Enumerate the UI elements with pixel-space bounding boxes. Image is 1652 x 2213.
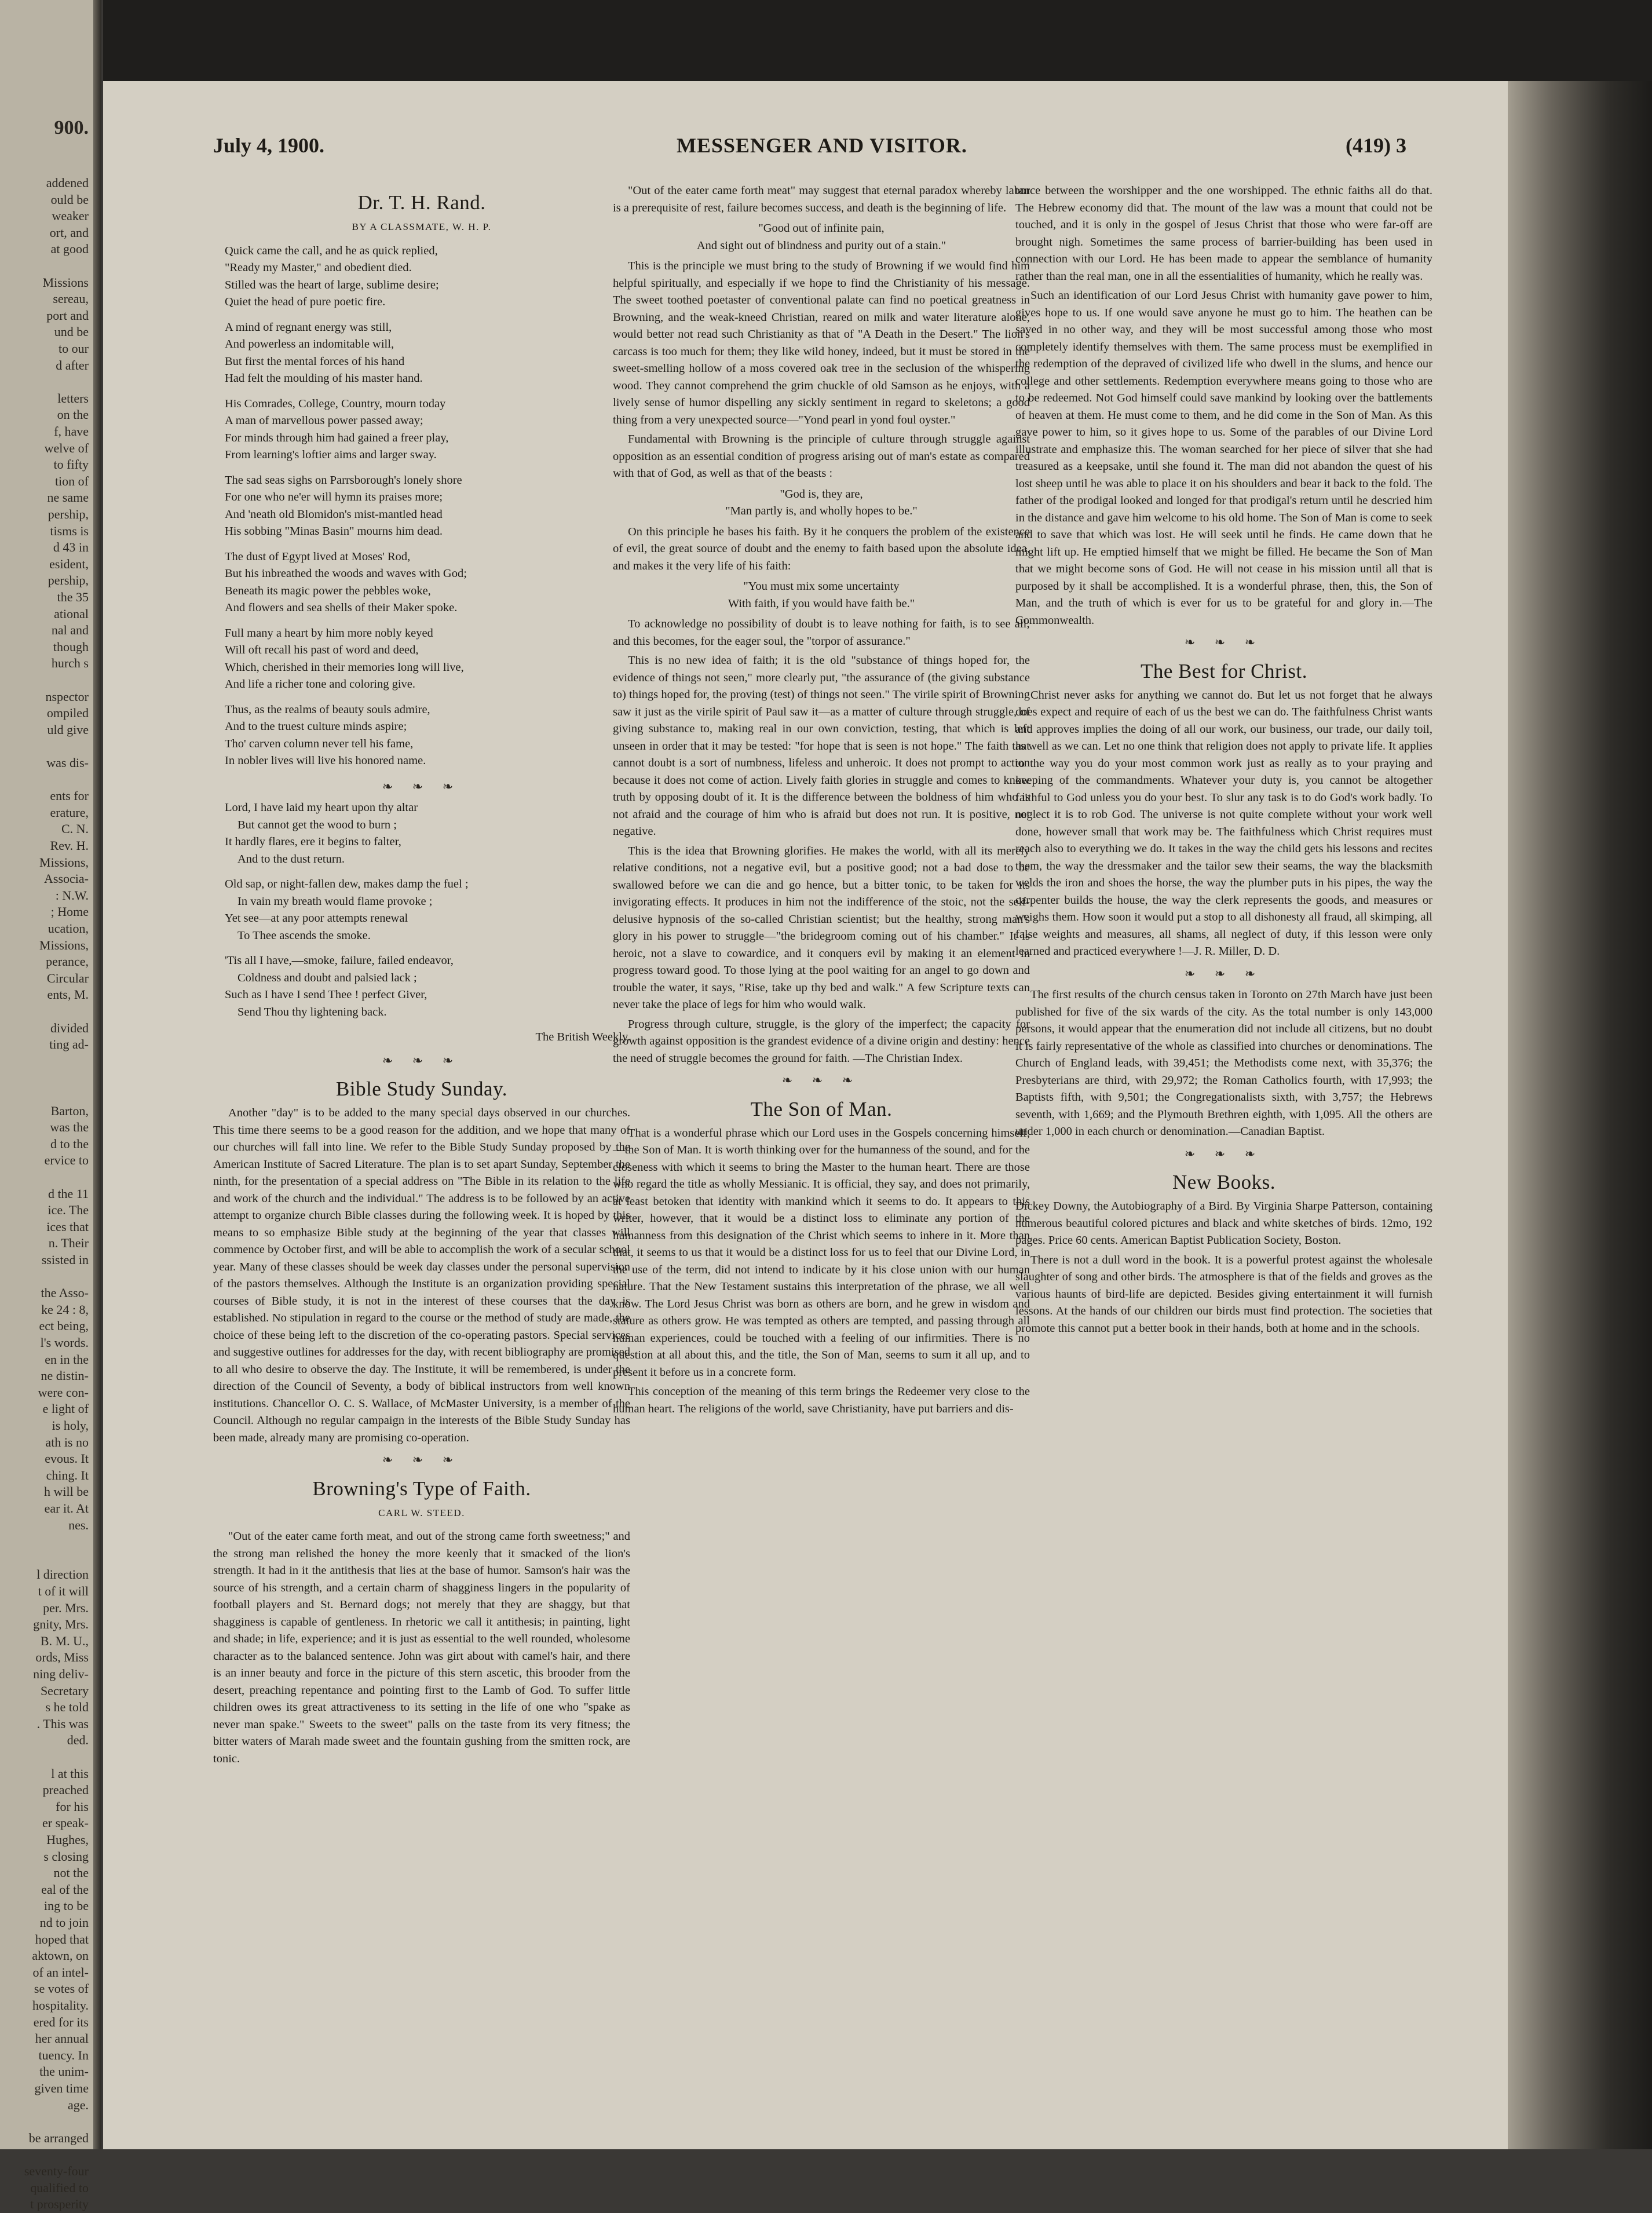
verse-line: And flowers and sea shells of their Maker spoke. <box>225 601 458 614</box>
verse-line: And 'neath old Blomidon's mist-mantled head <box>225 507 443 521</box>
article-title-best-for-christ: The Best for Christ. <box>1140 659 1308 682</box>
adjacent-page-line: ents, M. <box>47 987 89 1002</box>
adjacent-page-line: preached <box>42 1783 89 1798</box>
newspaper-page <box>103 81 1508 2149</box>
stanza <box>225 396 630 464</box>
adjacent-page-line: ervice to <box>44 1153 89 1168</box>
adjacent-page-line: qualified to <box>30 2180 89 2195</box>
adjacent-page-masthead: 900. <box>54 117 89 138</box>
adjacent-page-line: hospitality. <box>32 1998 89 2013</box>
column-3 <box>1015 182 1432 2141</box>
verse-line: Which, cherished in their memories long will live, <box>225 660 464 674</box>
verse-line: Old sap, or night-fallen dew, makes damp the fuel ; <box>225 878 469 890</box>
adjacent-page-line: C. N. <box>61 821 89 837</box>
adjacent-page-line: evous. It <box>45 1451 89 1466</box>
verse-line: Send Thou thy lightening back. <box>237 1005 387 1018</box>
verse-line: Had felt the moulding of his master hand. <box>225 372 423 385</box>
verse-line: From learning's loftier aims and larger sway. <box>225 448 437 461</box>
verse-line: "Good out of infinite pain, <box>758 222 885 235</box>
column-2 <box>613 182 1030 2141</box>
adjacent-page-line: ect being, <box>39 1319 89 1334</box>
adjacent-page-line: was dis- <box>46 755 89 770</box>
article-title-bible-study: Bible Study Sunday. <box>336 1078 507 1100</box>
masthead <box>103 133 1508 174</box>
adjacent-page-line: pership, <box>47 573 89 588</box>
adjacent-page-line: d after <box>56 357 89 373</box>
byline-browning: CARL W. STEED. <box>378 1507 465 1518</box>
book-listing: Dickey Downy, the Autobiography of a Bird. By Virginia Sharpe Patterson, containing numerous beautiful colored pictures and black and white sketches of birds. 12mo, 192 pages. Price 60 cents. American Baptist Publication Society, Boston. <box>1015 1200 1432 1247</box>
adjacent-page-line: Secretary <box>40 1683 89 1698</box>
verse-line: For one who ne'er will hymn its praises more; <box>225 491 443 503</box>
verse-line: "God is, they are, <box>780 487 863 501</box>
adjacent-page-line: nspector <box>45 689 89 704</box>
article-body-browning: "Out of the eater came forth meat, and out of the strong came forth sweetness;" and the strong man relished the honey the more keenly that it smacked of the lion's strength. It had in it the antithesis that lies at the base of humor. Samson's hair was the source of his strength, and a certain charm of shagginess lingers in the popularity of football players and St. Bernard dogs; not merely that they are shaggy, but that shagginess is capable of gentleness. In rhetoric we call it antithesis; in painting, light and shade; in life, experience; and it is just as essential to the well rounded, wholesome character as to the balanced sentence. John was girt about with camel's hair, and there is an inner beauty and force in the picture of this stern ascetic, this brooder from the desert, preaching repentance and pointing first to the Lamb of God. To suffer little children owes its great attractiveness to its setting in the life of one who "spake as never man spake." Sweets to the sweet" palls on the taste from its very fitness; the bitter waters of Marah made sweet and the fountain gushing from the smitten rock, are tonic. <box>213 1530 630 1765</box>
verse-line: But first the mental forces of his hand <box>225 355 405 368</box>
section-ornament: ❧ ❧ ❧ <box>382 1452 462 1467</box>
adjacent-page-line: aktown, on <box>32 1948 89 1963</box>
column-1 <box>213 182 630 2141</box>
verse-line: A mind of regnant energy was still, <box>225 320 392 334</box>
adjacent-page-line: hurch s <box>51 656 89 671</box>
adjacent-page-line: nd to join <box>39 1915 89 1930</box>
article-title-son-of-man: The Son of Man. <box>750 1097 893 1120</box>
verse-line: "Man partly is, and wholly hopes to be." <box>725 505 918 517</box>
verse-line: Stilled was the heart of large, sublime desire; <box>225 278 439 291</box>
adjacent-page-line: the 35 <box>57 590 89 604</box>
adjacent-page-line: addened <box>46 176 89 190</box>
adjacent-page-line: of an intel- <box>32 1964 89 1980</box>
verse-line: But cannot get the wood to burn ; <box>237 818 397 831</box>
stanza <box>225 799 630 868</box>
adjacent-page-line: d to the <box>50 1136 89 1151</box>
adjacent-page-line: to fifty <box>53 457 89 472</box>
adjacent-page-line: her annual <box>35 2031 89 2046</box>
paragraph: This is the idea that Browning glorifies. He makes the world, with all its merely relative conditions, not a negative evil, but a positive good; not a bad dose to be swallowed before we can die and go hence, but a bitter tonic, to be taken for its invigorating effects. It produces in him not the indifference of the stoic, not the self-delusive hypnosis of the so-called Christian scientist; but the healthy, strong man's glory in his power to struggle—"the bridegroom coming out of his chamber." It is heroic, not a slave to cowardice, and it conquers evil by making it an element in progress toward good. To those lying at the pool waiting for an angel to go down and trouble the water, it says, "Rise, take up thy bed and walk." A few Scripture texts can never take the place of legs for him who would walk. <box>613 844 1030 1011</box>
stanza <box>225 319 630 388</box>
section-ornament: ❧ ❧ ❧ <box>781 1073 861 1087</box>
verse-line: His Comrades, College, Country, mourn today <box>225 397 446 410</box>
adjacent-page-line: Rev. H. <box>50 838 89 853</box>
verse-quote <box>613 486 1030 520</box>
paragraph: This conception of the meaning of this term brings the Redeemer very close to the human heart. The religions of the world, save Christianity, have put barriers and dis- <box>613 1385 1030 1415</box>
adjacent-page-line: be arranged <box>28 2130 89 2145</box>
adjacent-page-line: . This was <box>36 1716 89 1731</box>
verse-line: For minds through him had gained a freer play, <box>225 431 449 444</box>
adjacent-page-line: t prosperity <box>30 2197 89 2212</box>
stanza <box>225 952 630 1021</box>
stanza <box>225 625 630 693</box>
verse-line: Will oft recall his past of word and deed, <box>225 644 419 656</box>
adjacent-page-fragment <box>0 0 101 2212</box>
adjacent-page-line: Circular <box>46 970 89 985</box>
adjacent-page-line: : N.W. <box>55 888 89 903</box>
verse-line: To Thee ascends the smoke. <box>237 929 371 942</box>
adjacent-page-line: ucation, <box>47 921 89 936</box>
adjacent-page-line: ing to be <box>44 1898 89 1913</box>
adjacent-page-line: ssisted in <box>41 1252 89 1267</box>
adjacent-page-line: ents for <box>50 788 89 804</box>
adjacent-page-line: ne same <box>47 490 89 505</box>
verse-line: Beneath its magic power the pebbles woke, <box>225 584 431 597</box>
page-number: (419) 3 <box>1346 134 1406 157</box>
verse-line: Full many a heart by him more nobly keyed <box>225 626 433 640</box>
adjacent-page-line: seventy-four <box>24 2164 89 2178</box>
book-gutter <box>93 0 101 2149</box>
stanza <box>225 243 630 311</box>
byline-rand: BY A CLASSMATE, W. H. P. <box>352 221 492 232</box>
stanza <box>225 876 630 944</box>
adjacent-page-line: hoped that <box>35 1931 89 1947</box>
adjacent-page-line: d the 11 <box>47 1186 89 1201</box>
adjacent-page-line: at good <box>50 242 89 257</box>
adjacent-page-line: tion of <box>54 473 89 488</box>
adjacent-page-line: Missions, <box>39 937 89 952</box>
adjacent-page-line: l direction <box>36 1567 89 1582</box>
adjacent-page-line: ching. It <box>46 1467 89 1482</box>
paragraph: tance between the worshipper and the one worshipped. The ethnic faiths all do that. The Hebrew economy did that. The mount of the law was a mount that could not be touched, and it is only in the gospel of Jesus Christ that those who were far-off are brought nigh. Sometimes the same process of barrier-building has been used in connection with our Lord. He has been made to appear the semblance of humanity rather than the real man, one in all the essentialities of humanity, which he really was. <box>1015 184 1432 283</box>
verse-quote <box>613 578 1030 612</box>
adjacent-page-line: weaker <box>52 209 89 224</box>
verse-line: With faith, if you would have faith be." <box>728 597 915 610</box>
section-ornament: ❧ ❧ ❧ <box>382 779 462 794</box>
paragraph: Fundamental with Browning is the principle of culture through struggle against opposition as an essential condition of progress arising out of man's estate as compared with that of God, as well as that of the beasts : <box>613 433 1030 480</box>
paragraph: This is no new idea of faith; it is the old "substance of things hoped for, the evidence of things not seen," more clearly put, "the assurance of (the giving substance to) things hoped for, the proving (test) of things not seen." The virile spirit of Browning saw it just as the virile spirit of Paul saw it—as a matter of culture through struggle, of giving substance to, making real in our own conviction, testing, that which is left unseen in order that it may be tested: "for hope that is seen is not hope." The faith that cannot doubt is a sort of numbness, lifeless and unheroic. It does not prompt to action because it does not come of action. Lively faith glories in struggle and comes to know truth by opposing doubt of it. It is the difference between the boldness of him who is not afraid and the courage of him who is afraid but does not run. It is positive, not negative. <box>613 654 1030 838</box>
adjacent-page-line: erature, <box>50 805 89 820</box>
adjacent-page-line: was the <box>50 1120 89 1135</box>
adjacent-page-line: en in the <box>45 1352 89 1367</box>
section-ornament: ❧ ❧ ❧ <box>1184 635 1264 649</box>
adjacent-page-line: Missions <box>42 275 89 290</box>
verse-line: Such as I have I send Thee ! perfect Giver, <box>225 988 427 1001</box>
adjacent-page-line: l at this <box>51 1766 89 1781</box>
section-ornament: ❧ ❧ ❧ <box>1184 1146 1264 1161</box>
adjacent-page-line: esident, <box>49 556 89 571</box>
adjacent-page-line: divided <box>50 1020 89 1035</box>
adjacent-page-line: welve of <box>44 440 89 455</box>
adjacent-page-line: pership, <box>47 507 89 521</box>
adjacent-page-line: ompiled <box>46 706 89 721</box>
adjacent-page-line: Missions, <box>39 854 89 870</box>
verse-line: In nobler lives will live his honored name. <box>225 754 426 767</box>
scan-background-top <box>103 0 1652 81</box>
adjacent-page-line: not the <box>53 1865 89 1880</box>
adjacent-page-line: ne distin- <box>41 1368 89 1383</box>
adjacent-page-line: t of it will <box>38 1584 89 1598</box>
adjacent-page-line: tuency. In <box>38 2047 89 2062</box>
adjacent-page-line: nes. <box>68 1517 89 1532</box>
verse-line: The dust of Egypt lived at Moses' Rod, <box>225 550 411 563</box>
verse-line: And sight out of blindness and purity out of a stain." <box>696 239 946 252</box>
verse-line: Yet see—at any poor attempts renewal <box>225 912 408 925</box>
adjacent-page-line: ning deliv- <box>33 1667 89 1681</box>
paragraph: On this principle he bases his faith. By it he conquers the problem of the existence of evil, the great source of doubt and the enemy to faith based upon the absolute idea, and makes it the very life of his faith: <box>613 525 1030 572</box>
adjacent-page-line: ice. The <box>47 1203 89 1218</box>
adjacent-page-line: eal of the <box>41 1882 89 1897</box>
adjacent-page-line: ear it. At <box>44 1501 89 1515</box>
adjacent-page-line: l's words. <box>40 1335 89 1350</box>
adjacent-page-line: e light of <box>42 1401 89 1416</box>
verse-line: Quick came the call, and he as quick replied, <box>225 244 438 257</box>
verse-line: 'Tis all I have,—smoke, failure, failed endeavor, <box>225 954 454 967</box>
adjacent-page-line: tisms is <box>50 523 89 538</box>
verse-line: And powerless an indomitable will, <box>225 338 394 350</box>
verse-line: In vain my breath would flame provoke ; <box>237 894 433 908</box>
paragraph: To acknowledge no possibility of doubt is to leave nothing for faith, is to see all; and this becomes, for the eager soul, the "torpor of assurance." <box>613 618 1030 648</box>
verse-line: But his inbreathed the woods and waves with God; <box>225 567 467 580</box>
adjacent-page-line: letters <box>57 390 89 406</box>
adjacent-page-line: the Asso- <box>41 1286 89 1301</box>
adjacent-page-line: ; Home <box>50 904 89 919</box>
adjacent-page-line: und be <box>54 324 89 339</box>
adjacent-page-line: Associa- <box>44 871 89 886</box>
adjacent-page-line: ices that <box>46 1219 89 1234</box>
adjacent-page-line: the unim- <box>39 2064 89 2079</box>
verse-line: And life a richer tone and coloring give. <box>225 678 416 691</box>
section-ornament: ❧ ❧ ❧ <box>382 1053 462 1068</box>
verse-line: "You must mix some uncertainty <box>743 580 900 593</box>
adjacent-page-line: s closing <box>43 1849 89 1864</box>
article-title-rand: Dr. T. H. Rand. <box>357 191 486 214</box>
adjacent-page-line: is holy, <box>52 1418 89 1433</box>
article-title-browning: Browning's Type of Faith. <box>312 1477 531 1500</box>
adjacent-page-line: ath is no <box>45 1434 89 1449</box>
adjacent-page-line: uld give <box>47 722 89 737</box>
adjacent-page-line: ded. <box>67 1733 89 1748</box>
verse-line: Quiet the head of pure poetic fire. <box>225 295 386 308</box>
book-page-edge <box>1508 81 1652 2149</box>
adjacent-page-line: Barton, <box>50 1103 89 1118</box>
issue-date: July 4, 1900. <box>213 134 325 157</box>
adjacent-page-line: B. M. U., <box>40 1633 89 1648</box>
adjacent-page-line: s he told <box>45 1700 89 1715</box>
article-body-bible-study: Another "day" is to be added to the many special days observed in our churches. This time there seems to be a good reason for the addition, and we hope that many of our churches will fall into line. We refer to the Bible Study Sunday proposed by the American Institute of Sacred Literature. The plan is to set apart Sunday, September the ninth, for the presentation of a special address on "The Bible in its relation to the life and work of the church and the individual." The address is to be followed by an active attempt to organize church Bible classes during the following week. It is hoped by this means to so emphasize Bible study at the beginning of the year that classes will commence by October first, and will be able to accomplish the work of a secular school year. Many of these classes should be week day classes under the personal supervision of the pastors themselves. Although the Institute is an organization providing special courses of Bible study, it is not in the interest of these courses that the day is established. No stipulation in regard to the course or the method of study are made, the choice of these being left to the discretion of the co-operating pastors. Special services and suggestive outlines for addresses for the day, with recent bibliography are promised to all who desire to observe the day. The Institute, it will be remembered, is under the direction of the Council of Seventy, a body of biblical instructors from well known institutions. Chancellor O. C. S. Wallace, of McMaster University, is a member of the Council. Although no regular campaign in the interests of the Bible Study Sunday has been made, already many are promising co-operation. <box>213 1106 630 1444</box>
paragraph: There is not a dull word in the book. It is a powerful protest against the wholesale slaughter of song and other birds. The atmosphere is that of the fields and groves as the various haunts of bird-life are depicted. Besides giving entertainment it will furnish lessons. At the hands of our children our birds must find protection. The societies that promote this cannot put a better book in their hands, both at home and in the schools. <box>1015 1253 1432 1335</box>
adjacent-page-line: ke 24 : 8, <box>41 1302 89 1317</box>
adjacent-page-line: for his <box>56 1799 89 1814</box>
stanza <box>225 702 630 770</box>
adjacent-page-line: se votes of <box>34 1981 89 1996</box>
verse-line: Thus, as the realms of beauty souls admire, <box>225 703 430 716</box>
adjacent-page-line: f, have <box>54 424 89 439</box>
adjacent-page-line: sereau, <box>53 291 89 306</box>
poem-hymn <box>213 799 630 1021</box>
adjacent-page-line: age. <box>67 2097 89 2112</box>
adjacent-page-line: per. Mrs. <box>43 1600 89 1615</box>
verse-line: And to the dust return. <box>237 852 345 866</box>
paragraph: Progress through culture, struggle, is the glory of the imperfect; the capacity for growth against opposition is the grandest evidence of a divine origin and destiny: hence the need of struggle becomes the ground for faith. —The Christian Index. <box>613 1017 1030 1065</box>
adjacent-page-line: nal and <box>51 623 89 638</box>
adjacent-page-line: er speak- <box>42 1816 89 1831</box>
adjacent-page-line: ered for its <box>33 2014 89 2029</box>
verse-line: A man of marvellous power passed away; <box>225 414 423 427</box>
adjacent-page-line: ting ad- <box>49 1037 89 1052</box>
verse-line: And to the truest culture minds aspire; <box>225 720 407 733</box>
stanza <box>225 549 630 617</box>
poem-credit: The British Weekly. <box>535 1031 630 1043</box>
verse-line: The sad seas sighs on Parrsborough's lonely shore <box>225 473 462 487</box>
adjacent-page-line: perance, <box>46 954 89 969</box>
paragraph: The first results of the church census taken in Toronto on 27th March have just been published for five of the six wards of the city. As the total number is only 143,000 persons, it would appear that the enumeration did not include all citizens, but no doubt it is fairly representative of the whole as classified into churches or denominations. The Church of England leads, with 39,451; the Methodists come next, with 35,376; the Presbyterians are third, with 29,972; the Roman Catholics fourth, with 17,993; the Baptists fifth, with 9,501; the Congregationalists sixth, with 3,757; the Hebrews seventh, with 1,669; and the Plymouth Brethren eighth, with 1,095. All the others are under 1,000 in each church or denomination.—Canadian Baptist. <box>1015 988 1432 1138</box>
verse-line: Lord, I have laid my heart upon thy altar <box>225 801 418 814</box>
adjacent-page-line: h will be <box>44 1484 89 1499</box>
adjacent-page-line: d 43 in <box>53 540 89 555</box>
verse-line: Tho' carven column never tell his fame, <box>225 737 414 750</box>
article-title-new-books: New Books. <box>1172 1171 1276 1193</box>
verse-line: "Ready my Master," and obedient died. <box>225 261 412 274</box>
adjacent-page-line: ords, Miss <box>35 1650 89 1665</box>
adjacent-page-line: ational <box>54 606 89 621</box>
verse-quote <box>613 220 1030 254</box>
paragraph: Such an identification of our Lord Jesus Christ with humanity gave power to him, gives hope to us. If one would save anyone he must go to him. The heathen can be saved in no other way, and they will be most successful among those who most completely identify themselves with them. The same process must be exemplified in the redemption of the depraved of civilized life who dwell in the slums, and hence our college and other settlements. Redemption everywhere means going to those who are to be redeemed. Not God himself could save mankind by looking over the battlements of heaven at them. He must come to them, and he did come in the Son of Man. As this gave power to him, so it gives hope to us. Some of the parables of our Divine Lord illustrate and emphasize this. The woman searched for her piece of silver that she had treasured as a keepsake, until she found it. The man did not abandon the quest of his lost sheep until he was able to place it on his shoulders and bear it back to the fold. The father of the prodigal looked and longed for that prodigal's return until he descried him in the distance and gave him welcome to his old home. The Son of Man is come to seek and to save that which was lost. He will seek until he finds. He came down that he might lift up. He emptied himself that we might be filled. He became the Son of Man that we might become sons of God. He will not cease in his mission until all that is purposed by it shall be accomplished. It is a wonderful phrase, then, this, the Son of Man, and the truth of which is ever for us to be grateful for and glory in.—The Commonwealth. <box>1015 289 1432 627</box>
adjacent-page-line: to our <box>59 341 89 356</box>
verse-line: His sobbing "Minas Basin" mourns him dead. <box>225 525 443 538</box>
poem-rand <box>213 243 630 770</box>
verse-line: It hardly flares, ere it begins to falter, <box>225 835 401 848</box>
adjacent-page-line: were con- <box>38 1385 89 1400</box>
paragraph: "Out of the eater came forth meat" may suggest that eternal paradox whereby labor is a prerequisite of rest, failure becomes success, and death is the beginning of life. <box>613 184 1030 214</box>
paragraph: That is a wonderful phrase which our Lord uses in the Gospels concerning himself,—the Son of Man. It is worth thinking over for the humanness of the sound, and for the closeness with which it seems to bring the Master to the human heart. There are those who regard the title as wholly Messianic. It is official, they say, and does not primarily, at least betoken that identity with mankind which it seems to do. It appears to this writer, however, that it would be a distinct loss to eliminate any portion of the humanness from this designation of the Christ which seems to inhere in it. More than that, it seems to us that it would be a distinct loss for us to feel that our Divine Lord, in the use of the term, did not intend to indicate by it his close union with our human nature. That the New Testament sustains this interpretation of the phrase, we all well know. The Lord Jesus Christ was born as others are born, and he grew in wisdom and stature as others grow. He was tempted as others are tempted, and passing through all human experiences, could be touched with a feeling of our infirmities. There is no question at all about this, and the title, the Son of Man, seems to sum it all up, and to present it before us in a concrete form. <box>613 1126 1030 1379</box>
publication-title: MESSENGER AND VISITOR. <box>677 134 967 157</box>
adjacent-page-line: gnity, Mrs. <box>33 1617 89 1632</box>
adjacent-page-line: Hughes, <box>46 1832 89 1847</box>
adjacent-page-line: ort, and <box>49 225 89 240</box>
paragraph: This is the principle we must bring to the study of Browning if we would find him helpful spiritually, and especially if we hope to find the Christianity of his message. The sweet toothed poetaster of conventional palate can find no poetical greatness in Browning, and the weak-kneed Christian, reared on milk and water literature alone, would better not read such Christianity as that of "A Death in the Desert." The lion's carcass is too much for them; they like wild honey, indeed, but it must be stored in the sweet-smelling hollow of a moss covered oak tree in the seclusion of the whispering wood. They cannot comprehend the grim chuckle of old Samson as he enjoys, with a lively sense of humor dispelling any sickly sentiment in regard to skeletons; a good thing from a very unexpected source—"Yond pearl in yond foul oyster." <box>613 260 1030 426</box>
paragraph: Christ never asks for anything we cannot do. But let us not forget that he always does expect and require of each of us the best we can do. The faithfulness Christ wants and approves implies the doing of all our work, our business, our trade, our daily toil, as well as we can. Let no one think that religion does not apply to private life. It applies to the way you do your most common work just as really as to your praying and keeping of the commandments. Whatever your duty is, you cannot be altogether faithful to God unless you do your best. To slur any task is to do God's work badly. To neglect it is to rob God. The universe is not quite complete without your work well done, however small that work may be. The faithfulness which Christ requires must reach also to everything we do. It takes in the way the child gets his lessons and recites them, the way the dressmaker and the tailor sew their seams, the way the blacksmith welds the iron and shoes the horse, the way the plumber puts in his pipes, the way the carpenter builds the house, the way the clerk represents the goods, and measures or weighs them. How soon it would put a stop to all dishonesty all fraud, all skimping, all false weights and measures, all shams, all neglect of duty, if this lesson were only learned and practiced everywhere !—J. R. Miller, D. D. <box>1015 688 1432 958</box>
adjacent-page-line: given time <box>34 2081 89 2095</box>
verse-line: Coldness and doubt and palsied lack ; <box>237 971 417 984</box>
adjacent-page-line: though <box>53 639 89 654</box>
adjacent-page-line: port and <box>46 308 89 323</box>
stanza <box>225 472 630 541</box>
adjacent-page-line: on the <box>57 407 89 422</box>
adjacent-page-line: ould be <box>50 192 89 207</box>
adjacent-page-line: n. Their <box>48 1236 89 1251</box>
section-ornament: ❧ ❧ ❧ <box>1184 966 1264 981</box>
